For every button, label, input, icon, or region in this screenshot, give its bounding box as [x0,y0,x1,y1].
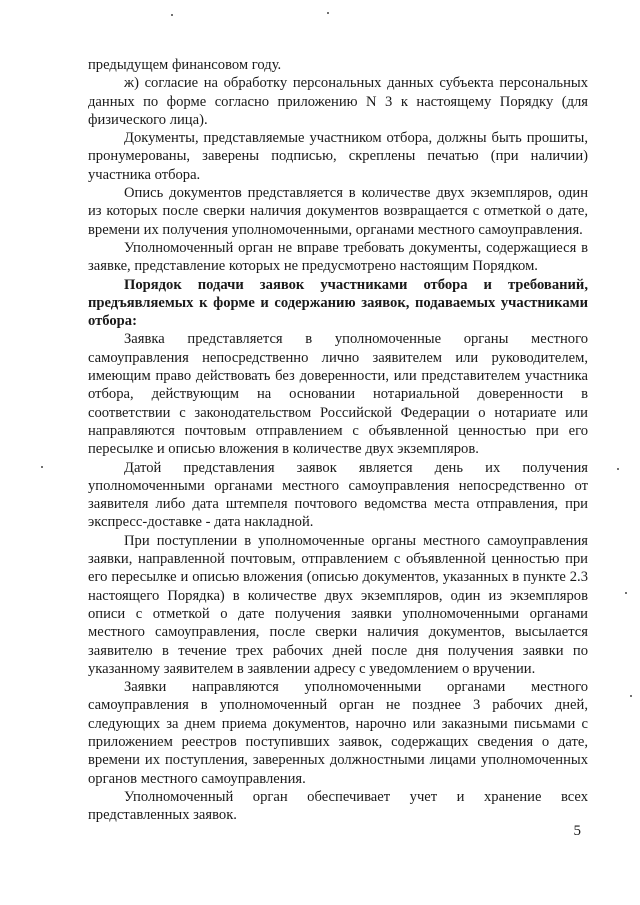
scan-speck [625,592,627,594]
scan-speck [41,466,43,468]
scan-speck [171,14,173,16]
page-number: 5 [573,823,581,839]
paragraph-submission-date: Датой представления заявок является день их получения уполномоченными органами местного самоуправления непосредственно от заявителя либо дата штемпеля почтового ведомства места отправления, при экспресс-доставке - дата накладной. [88,459,588,531]
section-heading: Порядок подачи заявок участниками отбора и требований, предъявляемых к форме и содержанию заявок, подаваемых участниками отбора: [88,276,588,330]
paragraph-inventory: Опись документов представляется в количестве двух экземпляров, один из которых после сверки наличия документов возвращается с отметкой о дате, времени их получения уполномоченными, органами местного самоуправления. [88,185,588,238]
paragraph-continuation: предыдущем финансовом году. [88,57,282,73]
paragraph-application-submission: Заявка представляется в уполномоченные органы местного самоуправления непосредственно лично заявителем или руководителем, имеющим право действовать без доверенности, или представителем участника отбора, действующим на основании нотариальной доверенности в соответствии с законодательством Российской Федерации о нотариате или направляются почтовым отправлением с объявленной ценностью при его пересылке и описью вложения в количестве двух экземпляров. [88,331,588,458]
paragraph-consent: ж) согласие на обработку персональных данных субъекта персональных данных по форме согласно приложению N 3 к настоящему Порядку (для физического лица). [88,75,588,128]
paragraph-no-extra-documents: Уполномоченный орган не вправе требовать документы, содержащиеся в заявке, представление которых не предусмотрено настоящим Порядком. [88,239,588,275]
scan-speck [617,468,619,470]
paragraph-forwarding: Заявки направляются уполномоченными органами местного самоуправления в уполномоченный орган не позднее 3 рабочих дней, следующих за днем приема документов, нарочно или заказными письмами с приложением реестров поступивших заявок, содержащих сведения о дате, времени их поступления, заверенных должностными лицами уполномоченных органов местного самоуправления. [88,679,588,787]
paragraph-documents-bound: Документы, представляемые участником отбора, должны быть прошиты, пронумерованы, заверены подписью, скреплены печатью (при наличии) участника отбора. [88,130,588,183]
paragraph-postal-receipt: При поступлении в уполномоченные органы местного самоуправления заявки, направленной почтовым, отправлением с объявленной ценностью при его пересылке и описью вложения (описью документов, указанных в пункте 2.3 настоящего Порядка) в количестве двух экземпляров, один из экземпляров описи с отметкой о дате получения заявки уполномоченными органами местного самоуправления, после сверки наличия документов, высылается заявителю в течение трех рабочих дней после дня получения заявки по указанному заявителем в заявлении адресу с уведомлением о вручении. [88,532,588,677]
paragraph-record-keeping: Уполномоченный орган обеспечивает учет и хранение всех представленных заявок. [88,788,588,824]
scan-speck [327,12,329,14]
document-page [88,56,588,824]
scan-speck [630,695,632,697]
